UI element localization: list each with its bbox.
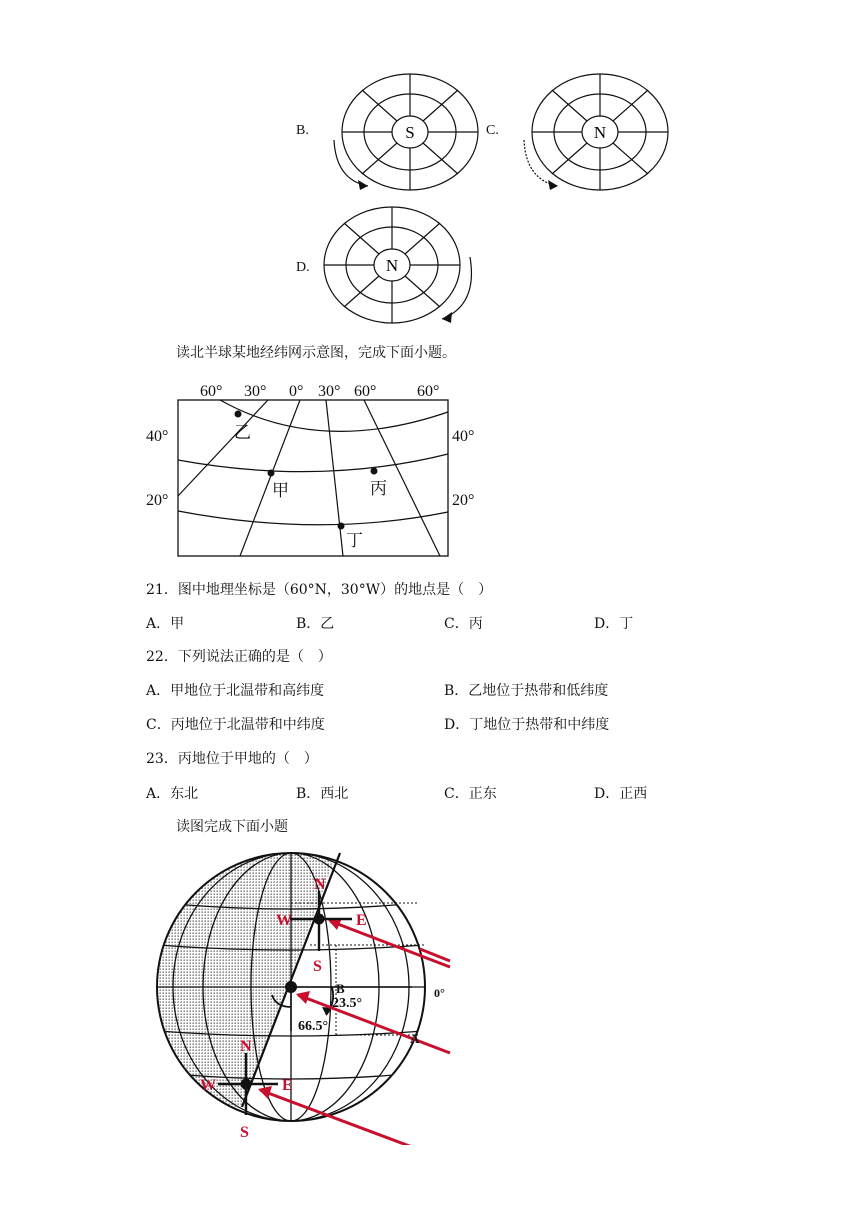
question-22-option-d: D．丁地位于热带和中纬度 xyxy=(444,717,610,733)
point-bing-label: 丙 xyxy=(370,479,387,498)
polar-diagram-c xyxy=(510,72,680,194)
left-label-40: 40° xyxy=(146,428,169,445)
right-label-20: 20° xyxy=(452,492,475,509)
top-label-30w: 30° xyxy=(244,383,267,400)
question-23-option-b: B．西北 xyxy=(296,786,349,802)
point-ding-label: 丁 xyxy=(346,531,363,550)
point-jia-dot xyxy=(268,470,275,477)
point-yi-dot xyxy=(235,411,242,418)
pole-label-c: N xyxy=(593,123,607,142)
top-label-60e: 60° xyxy=(354,383,377,400)
question-21-option-a: A．甲 xyxy=(146,616,185,632)
top-label-60w: 60° xyxy=(200,383,223,400)
question-21-option-d: D．丁 xyxy=(594,616,634,632)
polar-diagram-d xyxy=(320,205,490,327)
question-23-option-c: C．正东 xyxy=(444,786,497,802)
point-a-label: A xyxy=(410,1031,420,1046)
pole-label-b: S xyxy=(405,123,415,142)
question-22-option-a: A．甲地位于北温带和高纬度 xyxy=(146,683,325,699)
compass-top-w: W xyxy=(276,912,292,929)
question-22-option-c: C．丙地位于北温带和中纬度 xyxy=(146,717,325,733)
compass-bottom-e: E xyxy=(282,1077,293,1094)
compass-bottom-w: W xyxy=(200,1077,216,1094)
point-bing-dot xyxy=(371,468,378,475)
globe-diagram xyxy=(150,845,460,1145)
intro-text-2: 读图完成下面小题 xyxy=(176,819,288,835)
point-jia-label: 甲 xyxy=(272,481,289,500)
point-yi-label: 乙 xyxy=(234,423,251,442)
question-22-option-b: B．乙地位于热带和低纬度 xyxy=(444,683,609,699)
right-label-40: 40° xyxy=(452,428,475,445)
question-22-stem: 22．下列说法正确的是（ ） xyxy=(146,649,332,665)
polar-diagram-b xyxy=(320,72,490,194)
top-label-0: 0° xyxy=(289,383,304,400)
question-23-option-d: D．正西 xyxy=(594,786,648,802)
angle-23-5-label: 23.5° xyxy=(332,996,363,1011)
point-ding-dot xyxy=(338,523,345,530)
intro-text-1: 读北半球某地经纬网示意图，完成下面小题。 xyxy=(176,345,456,361)
option-c-label: C. xyxy=(486,123,499,138)
option-b-label: B. xyxy=(296,123,309,138)
option-d-label: D. xyxy=(296,260,310,275)
question-21-option-c: C．丙 xyxy=(444,616,483,632)
equator-0-label: 0° xyxy=(434,986,445,1000)
top-label-30e: 30° xyxy=(318,383,341,400)
compass-bottom-n: N xyxy=(240,1038,252,1055)
question-21-option-b: B．乙 xyxy=(296,616,335,632)
point-b-label: B xyxy=(336,981,345,996)
compass-top-e: E xyxy=(356,912,367,929)
left-label-20: 20° xyxy=(146,492,169,509)
angle-66-5-label: 66.5° xyxy=(298,1019,329,1034)
compass-top-n: N xyxy=(314,876,326,893)
compass-bottom-s: S xyxy=(240,1124,249,1141)
graticule-map xyxy=(140,378,490,568)
pole-label-d: N xyxy=(385,256,399,275)
compass-top-s: S xyxy=(313,958,322,975)
question-23-option-a: A．东北 xyxy=(146,786,199,802)
question-21-stem: 21．图中地理坐标是（60°N，30°W）的地点是（ ） xyxy=(146,582,493,598)
top-label-60-right: 60° xyxy=(417,383,440,400)
question-23-stem: 23．丙地位于甲地的（ ） xyxy=(146,751,318,767)
